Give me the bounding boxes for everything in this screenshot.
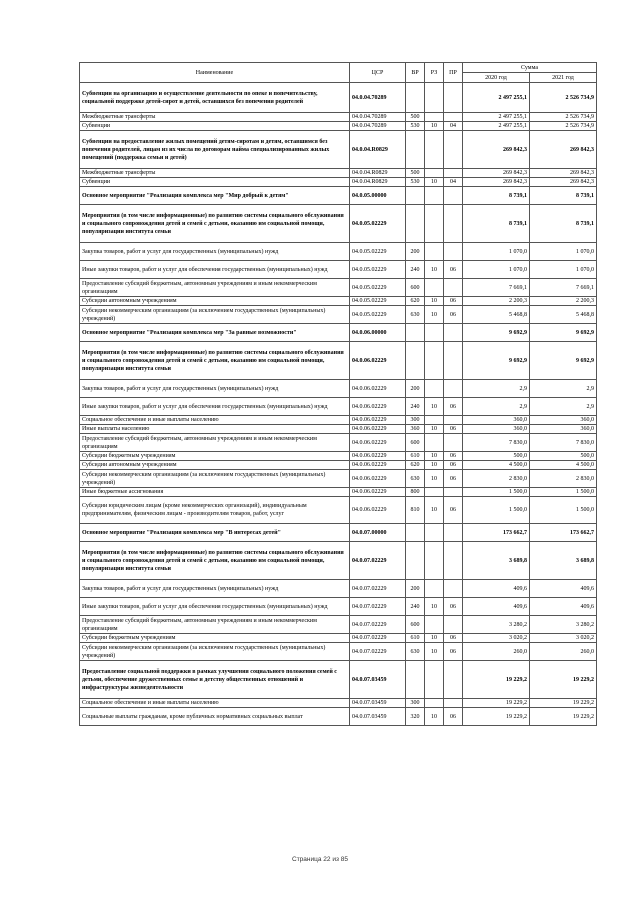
cell-name: Предоставление субсидий бюджетным, автономным учреждениям и иным некоммерческим организациям xyxy=(80,279,350,297)
cell-csr: 04.0.07.02229 xyxy=(350,616,406,634)
table-row xyxy=(80,261,597,279)
cell-sum-2020: 19 229,2 xyxy=(463,661,530,699)
cell-name: Иные закупки товаров, работ и услуг для обеспечения государственных (муниципальных) нужд xyxy=(80,398,350,416)
cell-rz xyxy=(425,169,444,178)
cell-vr xyxy=(406,661,425,699)
cell-pr: 06 xyxy=(444,306,463,324)
cell-sum-2020: 360,0 xyxy=(463,416,530,425)
cell-vr: 800 xyxy=(406,488,425,497)
cell-sum-2020: 409,6 xyxy=(463,598,530,616)
cell-pr: 06 xyxy=(444,261,463,279)
cell-sum-2020: 409,6 xyxy=(463,580,530,598)
cell-pr xyxy=(444,169,463,178)
cell-vr xyxy=(406,324,425,342)
table-row xyxy=(80,131,597,169)
cell-name: Социальное обеспечение и иные выплаты населению xyxy=(80,699,350,708)
cell-sum-2020: 269 842,3 xyxy=(463,131,530,169)
cell-pr: 06 xyxy=(444,452,463,461)
cell-sum-2021: 8 739,1 xyxy=(530,205,597,243)
cell-pr xyxy=(444,616,463,634)
table-row xyxy=(80,398,597,416)
table-row xyxy=(80,169,597,178)
cell-sum-2021: 360,0 xyxy=(530,416,597,425)
cell-name: Субсидии некоммерческим организациям (за исключением государственных (муниципальных) учреждений) xyxy=(80,470,350,488)
cell-sum-2020: 2,9 xyxy=(463,398,530,416)
cell-csr: 04.0.07.02229 xyxy=(350,643,406,661)
cell-rz xyxy=(425,205,444,243)
table-row xyxy=(80,416,597,425)
cell-csr: 04.0.04.R0829 xyxy=(350,178,406,187)
cell-rz: 10 xyxy=(425,261,444,279)
cell-rz: 10 xyxy=(425,643,444,661)
cell-csr: 04.0.06.02229 xyxy=(350,488,406,497)
cell-sum-2021: 2 526 734,9 xyxy=(530,113,597,122)
cell-rz xyxy=(425,542,444,580)
cell-rz xyxy=(425,113,444,122)
cell-csr: 04.0.05.02229 xyxy=(350,297,406,306)
cell-vr: 240 xyxy=(406,261,425,279)
table-row xyxy=(80,113,597,122)
cell-csr: 04.0.06.02229 xyxy=(350,416,406,425)
header-rz: РЗ xyxy=(425,63,444,83)
cell-rz xyxy=(425,279,444,297)
cell-sum-2020: 2 830,0 xyxy=(463,470,530,488)
cell-vr: 200 xyxy=(406,243,425,261)
cell-sum-2021: 269 842,3 xyxy=(530,169,597,178)
cell-name: Субвенции xyxy=(80,178,350,187)
cell-name: Закупка товаров, работ и услуг для государственных (муниципальных) нужд xyxy=(80,580,350,598)
cell-csr: 04.0.04.70289 xyxy=(350,83,406,113)
cell-sum-2020: 1 500,0 xyxy=(463,488,530,497)
cell-name: Субсидии некоммерческим организациям (за исключением государственных (муниципальных) учреждений) xyxy=(80,643,350,661)
table-row xyxy=(80,699,597,708)
cell-sum-2020: 8 739,1 xyxy=(463,187,530,205)
cell-rz xyxy=(425,380,444,398)
cell-sum-2021: 1 500,0 xyxy=(530,488,597,497)
cell-sum-2020: 8 739,1 xyxy=(463,205,530,243)
cell-sum-2021: 7 830,0 xyxy=(530,434,597,452)
cell-vr xyxy=(406,542,425,580)
table-row xyxy=(80,122,597,131)
cell-name: Иные закупки товаров, работ и услуг для обеспечения государственных (муниципальных) нужд xyxy=(80,598,350,616)
cell-csr: 04.0.07.02229 xyxy=(350,598,406,616)
cell-pr: 06 xyxy=(444,708,463,726)
cell-sum-2020: 2 497 255,1 xyxy=(463,122,530,131)
cell-vr xyxy=(406,524,425,542)
cell-name: Основное мероприятие "Реализация комплекса мер "Мир добрый к детям" xyxy=(80,187,350,205)
cell-sum-2021: 1 070,0 xyxy=(530,243,597,261)
cell-csr: 04.0.06.02229 xyxy=(350,470,406,488)
header-year-2021: 2021 год xyxy=(530,73,597,83)
cell-rz xyxy=(425,83,444,113)
cell-sum-2021: 409,6 xyxy=(530,598,597,616)
cell-name: Закупка товаров, работ и услуг для государственных (муниципальных) нужд xyxy=(80,380,350,398)
table-row xyxy=(80,542,597,580)
cell-vr: 630 xyxy=(406,306,425,324)
cell-vr xyxy=(406,205,425,243)
cell-sum-2020: 3 689,8 xyxy=(463,542,530,580)
cell-name: Субсидии автономным учреждениям xyxy=(80,461,350,470)
cell-name: Социальное обеспечение и иные выплаты населению xyxy=(80,416,350,425)
header-pr: ПР xyxy=(444,63,463,83)
table-row xyxy=(80,306,597,324)
cell-sum-2020: 173 662,7 xyxy=(463,524,530,542)
cell-rz: 10 xyxy=(425,708,444,726)
cell-sum-2021: 9 692,9 xyxy=(530,342,597,380)
cell-csr: 04.0.06.02229 xyxy=(350,452,406,461)
table-row xyxy=(80,452,597,461)
page-number: Страница 22 из 85 xyxy=(292,856,348,863)
cell-vr: 320 xyxy=(406,708,425,726)
cell-sum-2020: 360,0 xyxy=(463,425,530,434)
cell-csr: 04.0.05.02229 xyxy=(350,205,406,243)
cell-pr xyxy=(444,279,463,297)
cell-sum-2020: 1 500,0 xyxy=(463,497,530,524)
cell-sum-2021: 173 662,7 xyxy=(530,524,597,542)
cell-csr: 04.0.07.00000 xyxy=(350,524,406,542)
table-row xyxy=(80,425,597,434)
table-row xyxy=(80,488,597,497)
cell-rz xyxy=(425,131,444,169)
table-row xyxy=(80,643,597,661)
cell-vr xyxy=(406,187,425,205)
cell-csr: 04.0.04.R0829 xyxy=(350,169,406,178)
table-row xyxy=(80,83,597,113)
cell-sum-2021: 1 070,0 xyxy=(530,261,597,279)
cell-pr xyxy=(444,324,463,342)
cell-name: Иные закупки товаров, работ и услуг для обеспечения государственных (муниципальных) нужд xyxy=(80,261,350,279)
cell-vr: 500 xyxy=(406,113,425,122)
cell-vr xyxy=(406,83,425,113)
cell-sum-2020: 7 830,0 xyxy=(463,434,530,452)
cell-name: Предоставление социальной поддержки в рамках улучшения социального положения семей с детьми, обеспечение дружественных семье и детству общественных отношений и инфраструктуры жизнедеятельности xyxy=(80,661,350,699)
cell-pr: 06 xyxy=(444,297,463,306)
cell-vr: 530 xyxy=(406,178,425,187)
cell-name: Субсидии автономным учреждениям xyxy=(80,297,350,306)
cell-sum-2020: 7 669,1 xyxy=(463,279,530,297)
cell-csr: 04.0.05.02229 xyxy=(350,279,406,297)
cell-pr xyxy=(444,699,463,708)
table-row xyxy=(80,616,597,634)
cell-vr: 600 xyxy=(406,279,425,297)
cell-rz xyxy=(425,324,444,342)
cell-pr xyxy=(444,187,463,205)
cell-sum-2021: 19 229,2 xyxy=(530,699,597,708)
cell-csr: 04.0.05.02229 xyxy=(350,243,406,261)
cell-name: Основное мероприятие "Реализация комплекса мер "За равные возможности" xyxy=(80,324,350,342)
cell-csr: 04.0.06.02229 xyxy=(350,342,406,380)
table-row xyxy=(80,297,597,306)
cell-csr: 04.0.04.70289 xyxy=(350,113,406,122)
cell-csr: 04.0.07.03459 xyxy=(350,708,406,726)
cell-csr: 04.0.05.02229 xyxy=(350,261,406,279)
cell-csr: 04.0.06.02229 xyxy=(350,461,406,470)
cell-csr: 04.0.06.02229 xyxy=(350,425,406,434)
cell-sum-2021: 9 692,9 xyxy=(530,324,597,342)
header-year-2020: 2020 год xyxy=(463,73,530,83)
cell-sum-2021: 19 229,2 xyxy=(530,708,597,726)
cell-sum-2020: 260,0 xyxy=(463,643,530,661)
header-name: Наименование xyxy=(80,63,350,83)
cell-rz xyxy=(425,488,444,497)
table-row xyxy=(80,524,597,542)
cell-pr: 04 xyxy=(444,122,463,131)
cell-rz: 10 xyxy=(425,297,444,306)
cell-csr: 04.0.06.02229 xyxy=(350,380,406,398)
cell-sum-2020: 1 070,0 xyxy=(463,261,530,279)
cell-csr: 04.0.06.02229 xyxy=(350,398,406,416)
cell-csr: 04.0.07.02229 xyxy=(350,634,406,643)
table-row xyxy=(80,497,597,524)
cell-name: Мероприятия (в том числе информационные) по развитию системы социального обслуживания и социального сопровождения детей и семей с детьми, оказанию им социальной помощи, популяризации института семьи xyxy=(80,205,350,243)
cell-vr: 200 xyxy=(406,580,425,598)
cell-pr: 06 xyxy=(444,643,463,661)
cell-rz: 10 xyxy=(425,461,444,470)
cell-vr: 600 xyxy=(406,616,425,634)
cell-name: Субсидии некоммерческим организациям (за исключением государственных (муниципальных) учреждений) xyxy=(80,306,350,324)
cell-sum-2020: 269 842,3 xyxy=(463,178,530,187)
table-row xyxy=(80,661,597,699)
cell-vr: 610 xyxy=(406,452,425,461)
cell-pr xyxy=(444,83,463,113)
cell-name: Предоставление субсидий бюджетным, автономным учреждениям и иным некоммерческим организациям xyxy=(80,434,350,452)
cell-sum-2021: 8 739,1 xyxy=(530,187,597,205)
cell-vr: 620 xyxy=(406,461,425,470)
cell-name: Закупка товаров, работ и услуг для государственных (муниципальных) нужд xyxy=(80,243,350,261)
cell-rz xyxy=(425,699,444,708)
cell-pr xyxy=(444,580,463,598)
table-row xyxy=(80,470,597,488)
cell-pr xyxy=(444,342,463,380)
table-row xyxy=(80,324,597,342)
cell-sum-2020: 3 280,2 xyxy=(463,616,530,634)
cell-vr xyxy=(406,131,425,169)
cell-name: Иные бюджетные ассигнования xyxy=(80,488,350,497)
header-sum: Сумма xyxy=(463,63,597,73)
cell-sum-2021: 1 500,0 xyxy=(530,497,597,524)
cell-sum-2021: 2 526 734,9 xyxy=(530,122,597,131)
cell-csr: 04.0.04.R0829 xyxy=(350,131,406,169)
table-row xyxy=(80,580,597,598)
cell-pr: 06 xyxy=(444,634,463,643)
cell-pr xyxy=(444,542,463,580)
cell-sum-2020: 19 229,2 xyxy=(463,699,530,708)
table-row xyxy=(80,205,597,243)
cell-csr: 04.0.05.00000 xyxy=(350,187,406,205)
cell-pr xyxy=(444,131,463,169)
cell-sum-2021: 269 842,3 xyxy=(530,178,597,187)
cell-sum-2021: 2 526 734,9 xyxy=(530,83,597,113)
cell-name: Основное мероприятие "Реализация комплекса мер "В интересах детей" xyxy=(80,524,350,542)
cell-vr xyxy=(406,342,425,380)
cell-vr: 600 xyxy=(406,434,425,452)
cell-rz: 10 xyxy=(425,470,444,488)
cell-vr: 530 xyxy=(406,122,425,131)
header-vr: ВР xyxy=(406,63,425,83)
cell-sum-2020: 3 020,2 xyxy=(463,634,530,643)
cell-pr: 06 xyxy=(444,598,463,616)
table-row xyxy=(80,598,597,616)
cell-vr: 360 xyxy=(406,425,425,434)
cell-vr: 630 xyxy=(406,470,425,488)
cell-name: Социальные выплаты гражданам, кроме публичных нормативных социальных выплат xyxy=(80,708,350,726)
cell-pr xyxy=(444,113,463,122)
cell-sum-2021: 2 200,3 xyxy=(530,297,597,306)
cell-sum-2021: 7 669,1 xyxy=(530,279,597,297)
cell-pr xyxy=(444,243,463,261)
cell-pr: 06 xyxy=(444,461,463,470)
cell-vr: 300 xyxy=(406,416,425,425)
cell-vr: 630 xyxy=(406,643,425,661)
cell-vr: 610 xyxy=(406,634,425,643)
cell-vr: 240 xyxy=(406,398,425,416)
cell-name: Межбюджетные трансферты xyxy=(80,169,350,178)
cell-csr: 04.0.06.02229 xyxy=(350,434,406,452)
cell-vr: 200 xyxy=(406,380,425,398)
table-row xyxy=(80,634,597,643)
cell-sum-2021: 3 689,8 xyxy=(530,542,597,580)
cell-pr xyxy=(444,416,463,425)
cell-pr: 06 xyxy=(444,425,463,434)
cell-vr: 810 xyxy=(406,497,425,524)
cell-sum-2021: 2 830,0 xyxy=(530,470,597,488)
table-row xyxy=(80,243,597,261)
cell-sum-2021: 360,0 xyxy=(530,425,597,434)
cell-sum-2021: 3 280,2 xyxy=(530,616,597,634)
cell-pr: 04 xyxy=(444,178,463,187)
table-body xyxy=(80,83,597,726)
cell-rz: 10 xyxy=(425,497,444,524)
cell-rz xyxy=(425,580,444,598)
cell-rz xyxy=(425,661,444,699)
cell-rz: 10 xyxy=(425,122,444,131)
cell-pr: 06 xyxy=(444,497,463,524)
cell-name: Субсидии бюджетным учреждениям xyxy=(80,634,350,643)
cell-pr: 06 xyxy=(444,470,463,488)
cell-sum-2021: 4 500,0 xyxy=(530,461,597,470)
cell-sum-2021: 5 468,8 xyxy=(530,306,597,324)
cell-pr xyxy=(444,205,463,243)
cell-sum-2021: 2,9 xyxy=(530,380,597,398)
cell-sum-2021: 3 020,2 xyxy=(530,634,597,643)
cell-vr: 300 xyxy=(406,699,425,708)
cell-rz xyxy=(425,434,444,452)
cell-sum-2020: 5 468,8 xyxy=(463,306,530,324)
table-row xyxy=(80,279,597,297)
cell-csr: 04.0.07.03459 xyxy=(350,661,406,699)
cell-csr: 04.0.05.02229 xyxy=(350,306,406,324)
cell-rz: 10 xyxy=(425,306,444,324)
cell-rz xyxy=(425,187,444,205)
cell-rz: 10 xyxy=(425,398,444,416)
cell-pr xyxy=(444,488,463,497)
cell-csr: 04.0.07.02229 xyxy=(350,580,406,598)
cell-rz xyxy=(425,342,444,380)
table-row xyxy=(80,380,597,398)
cell-sum-2021: 269 842,3 xyxy=(530,131,597,169)
cell-sum-2021: 2,9 xyxy=(530,398,597,416)
cell-name: Субсидии юридическим лицам (кроме некоммерческих организаций), индивидуальным предпринимателям, физическим лицам - производителям товаров, работ, услуг xyxy=(80,497,350,524)
cell-rz: 10 xyxy=(425,452,444,461)
cell-sum-2020: 500,0 xyxy=(463,452,530,461)
cell-name: Предоставление субсидий бюджетным, автономным учреждениям и иным некоммерческим организациям xyxy=(80,616,350,634)
table-row xyxy=(80,187,597,205)
cell-pr xyxy=(444,380,463,398)
cell-name: Субвенции на предоставление жилых помещений детям-сиротам и детям, оставшимся без попечения родителей, лицам из их числа по договорам найма специализированных жилых помещений (поддержка семьи и детей) xyxy=(80,131,350,169)
cell-sum-2020: 2 497 255,1 xyxy=(463,113,530,122)
cell-name: Иные выплаты населению xyxy=(80,425,350,434)
cell-sum-2020: 2,9 xyxy=(463,380,530,398)
cell-rz: 10 xyxy=(425,178,444,187)
cell-sum-2020: 9 692,9 xyxy=(463,342,530,380)
header-csr: ЦСР xyxy=(350,63,406,83)
cell-name: Межбюджетные трансферты xyxy=(80,113,350,122)
cell-sum-2020: 4 500,0 xyxy=(463,461,530,470)
cell-sum-2021: 260,0 xyxy=(530,643,597,661)
cell-name: Субвенции xyxy=(80,122,350,131)
cell-sum-2021: 19 229,2 xyxy=(530,661,597,699)
cell-sum-2021: 500,0 xyxy=(530,452,597,461)
cell-csr: 04.0.07.03459 xyxy=(350,699,406,708)
cell-sum-2021: 409,6 xyxy=(530,580,597,598)
table-row xyxy=(80,708,597,726)
cell-pr: 06 xyxy=(444,398,463,416)
cell-sum-2020: 269 842,3 xyxy=(463,169,530,178)
cell-name: Субвенции на организацию и осуществление деятельности по опеке и попечительству, социальной поддержке детей-сирот и детей, оставшихся без попечения родителей xyxy=(80,83,350,113)
cell-rz xyxy=(425,416,444,425)
table-row xyxy=(80,178,597,187)
cell-sum-2020: 2 200,3 xyxy=(463,297,530,306)
cell-sum-2020: 19 229,2 xyxy=(463,708,530,726)
cell-sum-2020: 2 497 255,1 xyxy=(463,83,530,113)
cell-rz: 10 xyxy=(425,598,444,616)
cell-csr: 04.0.04.70289 xyxy=(350,122,406,131)
cell-name: Мероприятия (в том числе информационные) по развитию системы социального обслуживания и социального сопровождения детей и семей с детьми, оказанию им социальной помощи, популяризации института семьи xyxy=(80,342,350,380)
cell-pr xyxy=(444,524,463,542)
cell-pr xyxy=(444,434,463,452)
cell-pr xyxy=(444,661,463,699)
cell-sum-2020: 1 070,0 xyxy=(463,243,530,261)
cell-rz: 10 xyxy=(425,634,444,643)
cell-csr: 04.0.06.02229 xyxy=(350,497,406,524)
cell-vr: 240 xyxy=(406,598,425,616)
cell-sum-2020: 9 692,9 xyxy=(463,324,530,342)
cell-rz xyxy=(425,524,444,542)
cell-csr: 04.0.06.00000 xyxy=(350,324,406,342)
cell-name: Мероприятия (в том числе информационные) по развитию системы социального обслуживания и социального сопровождения детей и семей с детьми, оказанию им социальной помощи, популяризации института семьи xyxy=(80,542,350,580)
table-row xyxy=(80,434,597,452)
cell-vr: 620 xyxy=(406,297,425,306)
cell-rz xyxy=(425,243,444,261)
cell-vr: 500 xyxy=(406,169,425,178)
cell-csr: 04.0.07.02229 xyxy=(350,542,406,580)
table-row xyxy=(80,342,597,380)
table-row xyxy=(80,461,597,470)
cell-name: Субсидии бюджетным учреждениям xyxy=(80,452,350,461)
budget-table xyxy=(79,62,597,726)
cell-rz: 10 xyxy=(425,425,444,434)
cell-rz xyxy=(425,616,444,634)
